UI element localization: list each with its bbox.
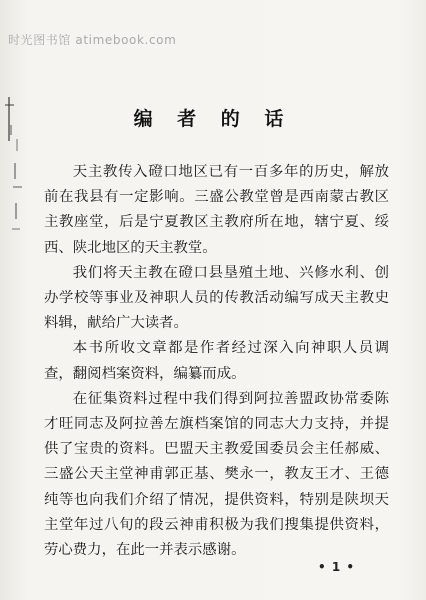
paragraph: 在征集资料过程中我们得到阿拉善盟政协常委陈才旺同志及阿拉善左旗档案馆的同志大力支持，并提供了宝贵的资料。巴盟天主教爱国委员会主任郝威、三盛公天主堂神甫郭正基、樊永一，教友王才、王德纯等也向我们介绍了情况，提供资料，特别是陕坝天主堂年过八旬的段云神甫积极为我们搜集提供资料，劳心费力，在此一并表示感谢。 (44, 390, 389, 559)
page-title: 编 者 的 话 (133, 108, 293, 130)
paragraph: 本书所收文章都是作者经过深入向神职人员调查，翻阅档案资料，编纂而成。 (44, 340, 389, 382)
watermark-text: 时光图书馆 atimebook.com (8, 33, 177, 47)
paragraph: 我们将天主教在磴口县垦殖土地、兴修水利、创办学校等事业及神职人员的传教活动编写成天主教史料辑，献给广大读者。 (44, 264, 389, 332)
page-number: • 1 • (318, 560, 356, 574)
paragraph: 天主教传入磴口地区已有一百多年的历史，解放前在我县有一定影响。三盛公教堂曾是西南蒙古教区主教座堂，后是宁夏教区主教府所在地，辖宁夏、绥西、陕北地区的天主教堂。 (44, 164, 389, 256)
preface-body (44, 160, 389, 563)
